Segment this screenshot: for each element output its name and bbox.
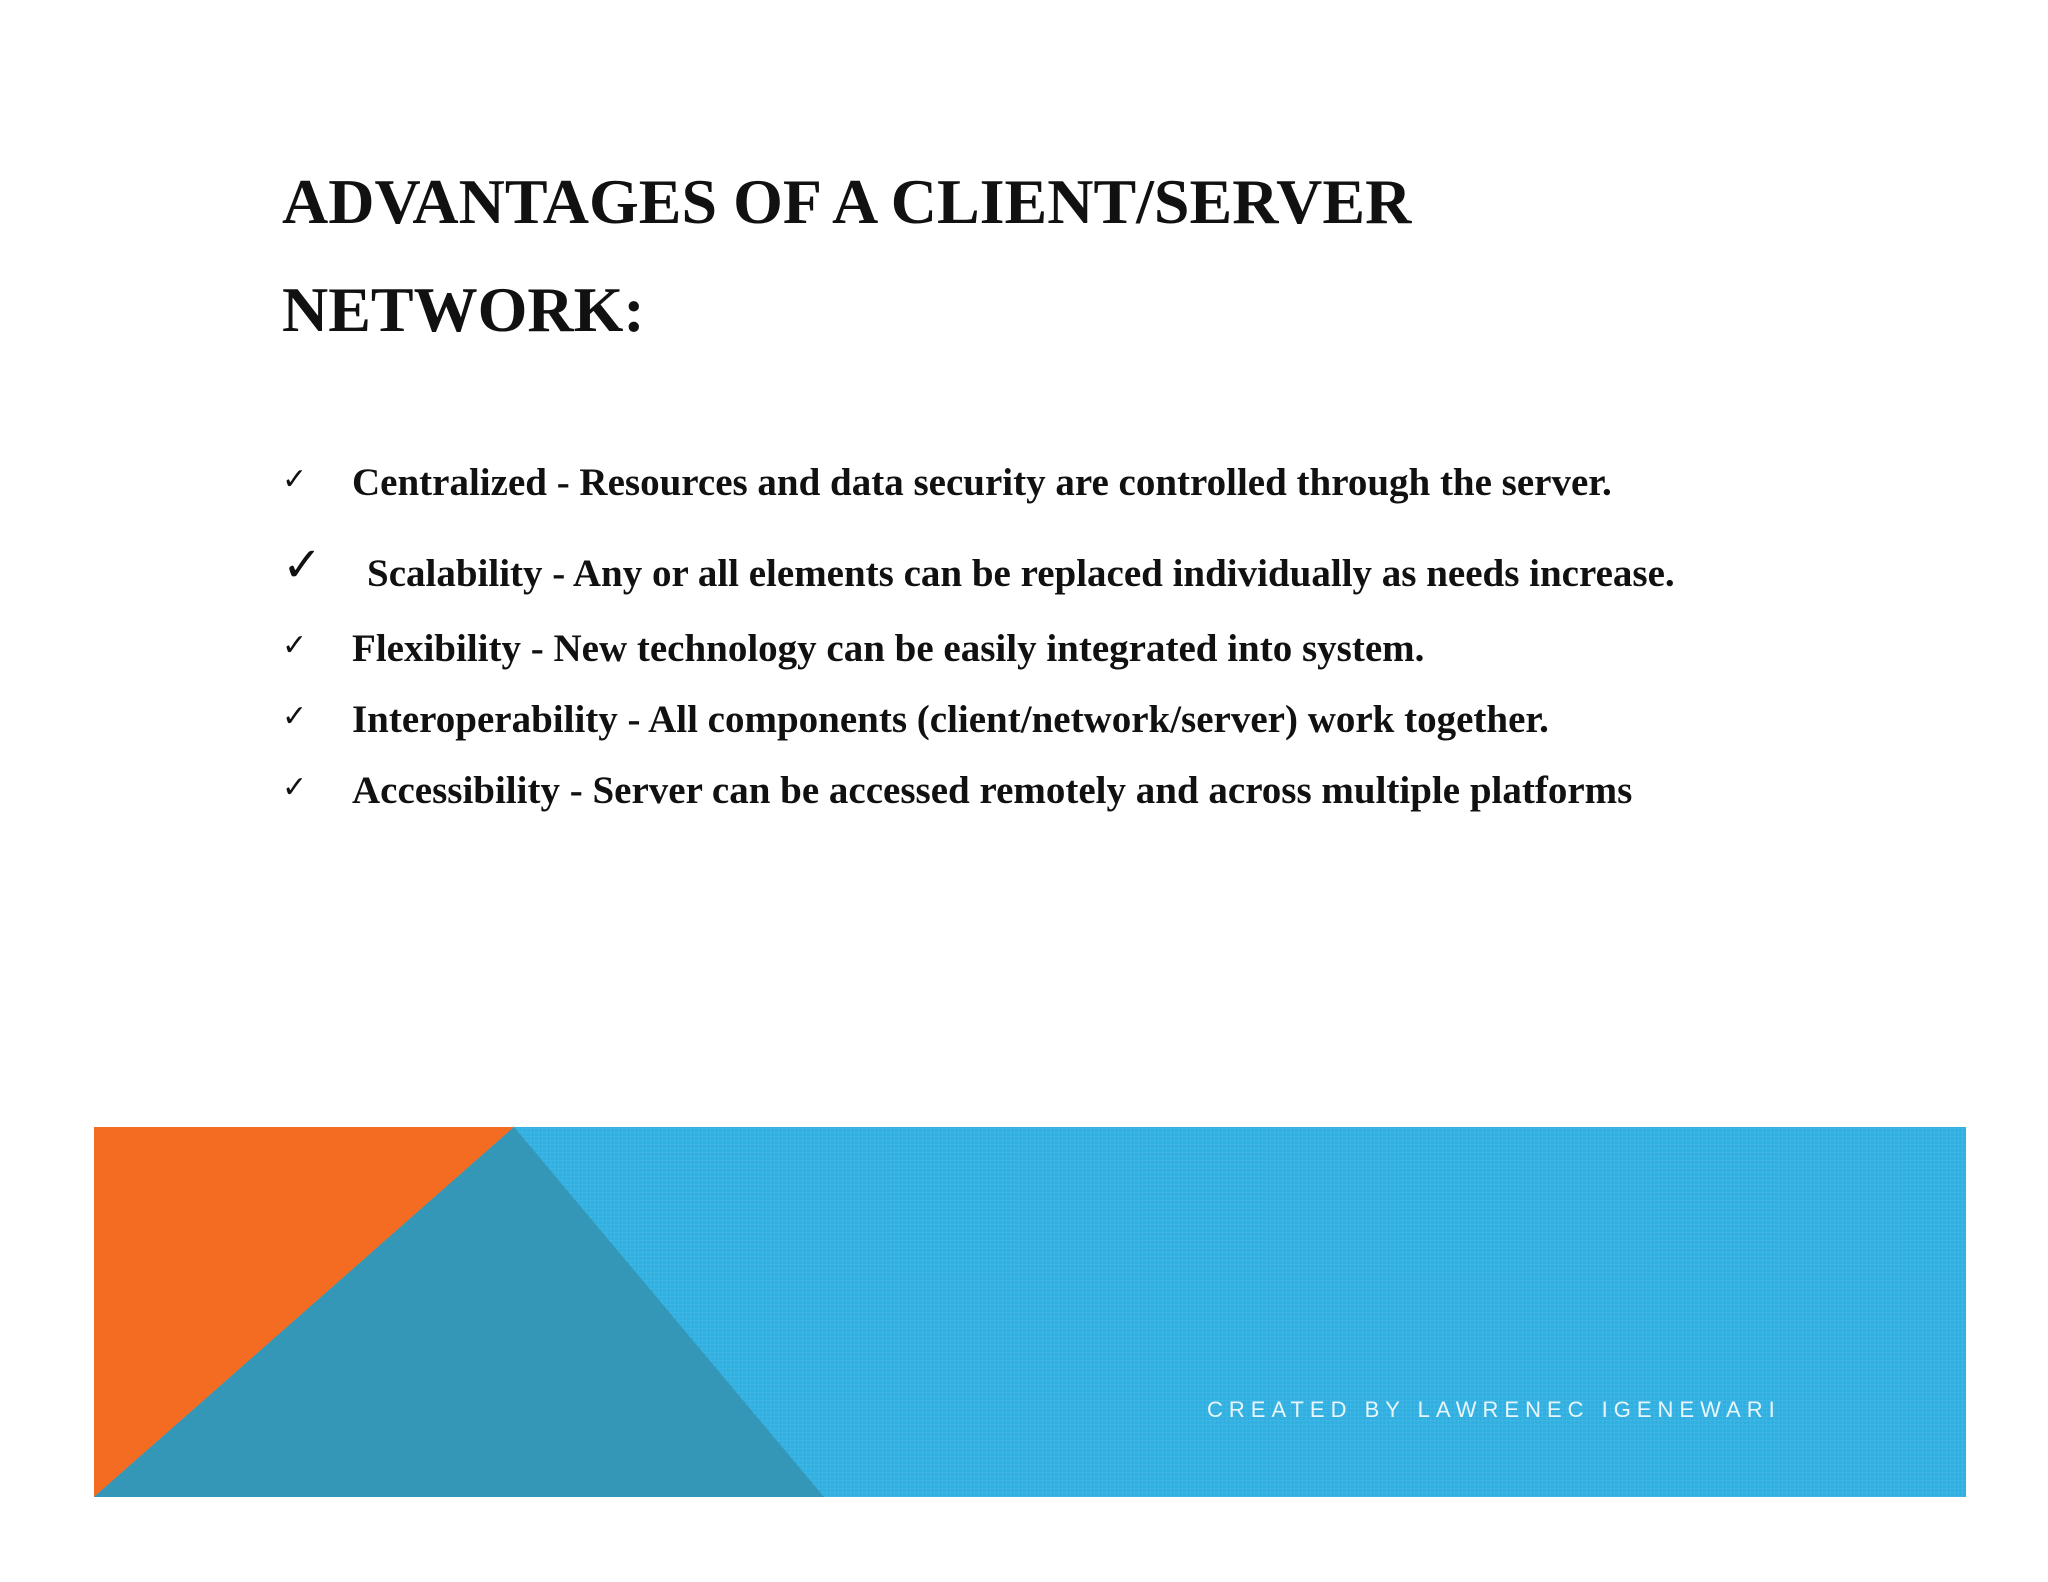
checkmark-icon: ✓ [282,770,308,805]
list-item [282,537,1982,611]
list-item-text: Accessibility - Server can be accessed remotely and across multiple platforms [352,769,1633,812]
checkmark-icon: ✓ [282,537,323,593]
list-item [282,697,1982,757]
list-item [282,768,1982,828]
footer-decoration [94,1127,1966,1497]
author-credit: CREATED BY LAWRENEC IGENEWARI [1207,1397,1781,1422]
list-item-text: Centralized - Resources and data security are controlled through the server. [352,461,1612,504]
list-item [282,460,1982,520]
slide-title [282,148,1782,364]
slide-title-line-1: ADVANTAGES OF A CLIENT/SERVER [282,166,1412,237]
list-item [282,626,1982,686]
list-item-text: Flexibility - New technology can be easily integrated into system. [352,627,1425,670]
slide-title-line-2: NETWORK: [282,274,645,345]
list-item-text: Interoperability - All components (client/network/server) work together. [352,698,1549,741]
checkmark-icon: ✓ [282,628,308,663]
footer-band [94,1127,1966,1497]
checkmark-icon: ✓ [282,462,308,497]
checkmark-icon: ✓ [282,699,308,734]
list-item-text: Scalability - Any or all elements can be replaced individually as needs increase. [367,552,1675,595]
